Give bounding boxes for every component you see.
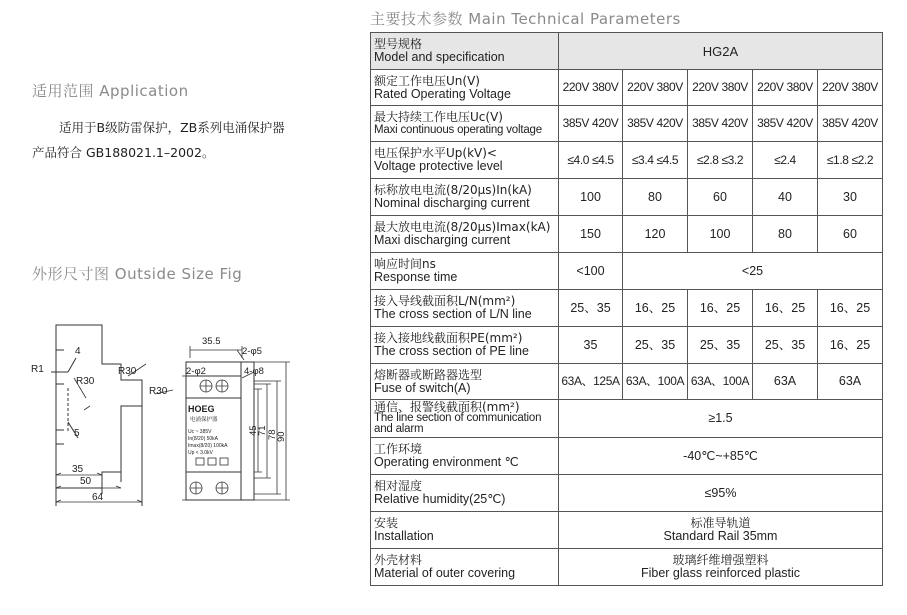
table-row [371, 327, 883, 364]
front-view-drawing [182, 332, 297, 512]
dim-r30-a: R30 [76, 376, 95, 387]
row-label: 响应时间ns Response time [371, 253, 559, 290]
dim-2-phi5: 2-φ5 [242, 346, 262, 357]
table-cell: 220V 380V [753, 70, 818, 106]
table-row [371, 70, 883, 106]
table-cell: 60 [818, 216, 883, 253]
table-row [371, 364, 883, 400]
row-label: 型号规格 Model and specification [371, 33, 559, 70]
table-cell: 60 [688, 179, 753, 216]
table-row [371, 290, 883, 327]
dim-35-5: 35.5 [202, 336, 221, 347]
table-row [371, 253, 883, 290]
dim-4: 4 [75, 346, 81, 357]
table-cell: ≤2.8 ≤3.2 [688, 142, 753, 179]
row-label: 最大持续工作电压Uc(V) Maxi continuous operating voltage [371, 106, 559, 142]
outside-size-heading: 外形尺寸图 Outside Size Fig [32, 265, 243, 283]
table-cell: 30 [818, 179, 883, 216]
dim-71: 71 [257, 425, 268, 436]
table-cell: 16、25 [818, 290, 883, 327]
table-cell: 100 [559, 179, 623, 216]
row-label: 最大放电电流(8/20μs)Imax(kA) Maxi discharging current [371, 216, 559, 253]
table-cell: 80 [623, 179, 688, 216]
table-row [371, 33, 883, 70]
parameters-table [370, 32, 883, 586]
table-cell: 63A、100A [623, 364, 688, 400]
row-label: 额定工作电压Un(V) Rated Operating Voltage [371, 70, 559, 106]
table-cell: 385V 420V [753, 106, 818, 142]
table-row [371, 106, 883, 142]
model-value: HG2A [559, 33, 883, 70]
table-cell: 100 [688, 216, 753, 253]
dim-4-phi8: 4-φ8 [244, 366, 264, 377]
table-row [371, 512, 883, 549]
device-line4: Up < 3.0kV [188, 450, 213, 456]
dim-35: 35 [72, 464, 84, 475]
table-cell: 80 [753, 216, 818, 253]
row-label: 标称放电电流(8/20μs)In(kA) Nominal discharging current [371, 179, 559, 216]
table-cell: ≤2.4 [753, 142, 818, 179]
table-cell: 35 [559, 327, 623, 364]
table-cell: 63A、100A [688, 364, 753, 400]
table-cell: ≤3.4 ≤4.5 [623, 142, 688, 179]
dim-5: 5 [74, 428, 80, 439]
table-cell: 385V 420V [688, 106, 753, 142]
application-text-line1: 适用于B级防雷保护，ZB系列电涌保护器 [59, 120, 285, 135]
table-cell: ≥1.5 [559, 400, 883, 438]
row-label: 接入导线截面积L/N(mm²) The cross section of L/N line [371, 290, 559, 327]
row-label: 相对湿度 Relative humidity(25℃) [371, 475, 559, 512]
dim-r30-c: R30 [149, 386, 168, 397]
table-row [371, 216, 883, 253]
side-profile-drawing [28, 322, 178, 507]
table-cell: 220V 380V [818, 70, 883, 106]
row-label: 工作环境 Operating environment ℃ [371, 438, 559, 475]
table-row [371, 438, 883, 475]
row-label: 安装 Installation [371, 512, 559, 549]
dim-r1: R1 [31, 364, 44, 375]
table-cell: 63A [818, 364, 883, 400]
table-cell: <25 [623, 253, 883, 290]
table-cell: 25、35 [753, 327, 818, 364]
table-cell: <100 [559, 253, 623, 290]
device-name: 电涌保护器 [190, 417, 218, 423]
table-cell: 16、25 [753, 290, 818, 327]
device-line2: In(8/20) 50kA [188, 436, 219, 442]
table-cell: 25、35 [623, 327, 688, 364]
row-label: 外壳材料 Material of outer covering [371, 549, 559, 586]
table-cell: 63A、125A [559, 364, 623, 400]
device-line1: Uc ~ 385V [188, 429, 212, 435]
table-cell: 16、25 [818, 327, 883, 364]
table-cell: 63A [753, 364, 818, 400]
table-cell: 25、35 [559, 290, 623, 327]
dim-64: 64 [92, 492, 104, 503]
table-cell: 150 [559, 216, 623, 253]
dim-45: 45 [248, 425, 259, 436]
table-cell: 标准导轨道 Standard Rail 35mm [559, 512, 883, 549]
table-row [371, 549, 883, 586]
row-label: 熔断器或断路器选型 Fuse of switch(A) [371, 364, 559, 400]
table-cell: 40 [753, 179, 818, 216]
table-cell: 220V 380V [559, 70, 623, 106]
table-title: 主要技术参数 Main Technical Parameters [370, 10, 681, 28]
dim-90: 90 [276, 431, 287, 442]
application-text-line2: 产品符合 GB188021.1–2002。 [32, 145, 215, 160]
application-heading: 适用范围 Application [32, 82, 189, 100]
device-line3: Imax(8/20) 100kA [188, 443, 228, 449]
table-row [371, 142, 883, 179]
dim-r30-b: R30 [118, 366, 137, 377]
dim-2-phi2: 2-φ2 [186, 366, 206, 377]
row-label: 电压保护水平Up(kV)< Voltage protective level [371, 142, 559, 179]
table-row [371, 179, 883, 216]
device-brand: HOEG [188, 404, 215, 414]
table-row [371, 475, 883, 512]
table-cell: -40℃~+85℃ [559, 438, 883, 475]
table-cell: 385V 420V [559, 106, 623, 142]
table-cell: 玻璃纤维增强塑料 Fiber glass reinforced plastic [559, 549, 883, 586]
table-cell: 25、35 [688, 327, 753, 364]
table-cell: ≤4.0 ≤4.5 [559, 142, 623, 179]
table-row [371, 400, 883, 438]
table-cell: ≤1.8 ≤2.2 [818, 142, 883, 179]
dim-78: 78 [267, 429, 278, 440]
table-cell: 385V 420V [623, 106, 688, 142]
table-cell: 220V 380V [623, 70, 688, 106]
row-label: 接入接地线截面积PE(mm²) The cross section of PE line [371, 327, 559, 364]
table-cell: 385V 420V [818, 106, 883, 142]
table-cell: 16、25 [623, 290, 688, 327]
dim-50: 50 [80, 476, 92, 487]
table-cell: 120 [623, 216, 688, 253]
table-cell: 220V 380V [688, 70, 753, 106]
table-cell: ≤95% [559, 475, 883, 512]
row-label: 通信、报警线截面积(mm²) The line section of communication and alarm [371, 400, 559, 438]
table-cell: 16、25 [688, 290, 753, 327]
